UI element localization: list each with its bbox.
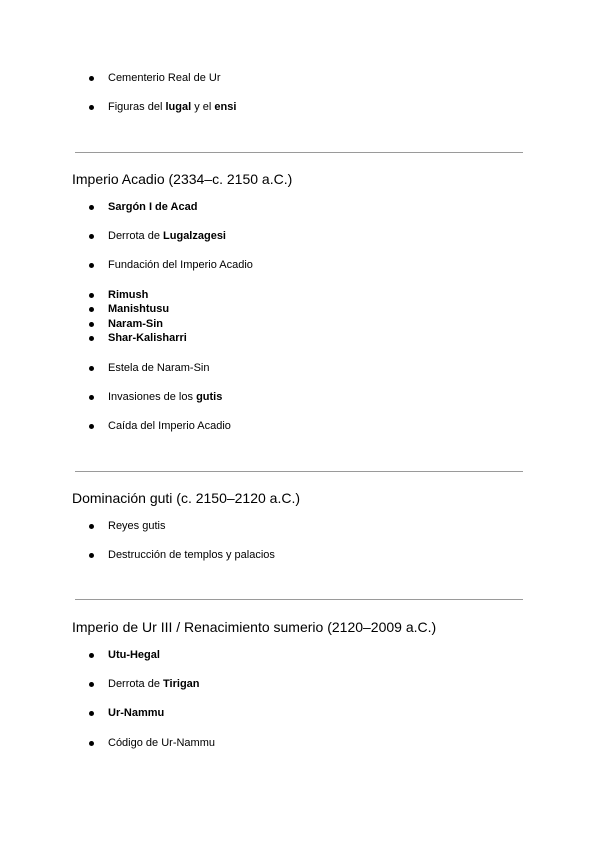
bold-text: lugal [165, 101, 192, 113]
bullet-icon [89, 105, 94, 110]
section-heading-guti: Dominación guti (c. 2150–2120 a.C.) [72, 490, 301, 506]
bullet-icon [89, 205, 94, 210]
bold-text: ensi [214, 101, 237, 113]
list-item-text [108, 317, 163, 331]
bullet-icon [89, 524, 94, 529]
plain-text: Cementerio Real de Ur [108, 72, 221, 84]
horizontal-rule [75, 471, 523, 472]
bullet-icon [89, 553, 94, 558]
bullet-icon [89, 366, 94, 371]
list-item-text [108, 519, 165, 533]
list-item-text [108, 677, 200, 691]
horizontal-rule [75, 152, 523, 153]
plain-text: y el [191, 101, 215, 113]
bold-text: Shar-Kalisharri [108, 332, 187, 344]
bullet-icon [89, 293, 94, 298]
list-item-text [108, 361, 210, 375]
plain-text: Estela de Naram-Sin [108, 362, 210, 374]
list-item-text [108, 258, 253, 272]
list-item-text [108, 648, 160, 662]
list-item-text [108, 200, 197, 214]
plain-text: Invasiones de los [108, 391, 197, 403]
bold-text: Sargón I de Acad [108, 201, 198, 213]
plain-text: Código de Ur-Nammu [108, 737, 215, 749]
list-item-text [108, 390, 222, 404]
bullet-icon [89, 336, 94, 341]
bold-text: gutis [196, 391, 223, 403]
list-item-text [108, 736, 215, 750]
bullet-icon [89, 307, 94, 312]
bullet-icon [89, 263, 94, 268]
bold-text: Naram-Sin [108, 318, 164, 330]
list-item-text [108, 71, 221, 85]
list-item-text [108, 706, 164, 720]
list-item-text [108, 100, 236, 114]
plain-text: Destrucción de templos y palacios [108, 549, 275, 561]
bold-text: Tirigan [163, 678, 200, 690]
bullet-icon [89, 76, 94, 81]
bold-text: Lugalzagesi [163, 230, 226, 242]
bold-text: Rimush [108, 289, 149, 301]
bullet-icon [89, 424, 94, 429]
list-item-text [108, 302, 169, 316]
bullet-icon [89, 682, 94, 687]
bold-text: Ur-Nammu [108, 707, 165, 719]
section-heading-ur3: Imperio de Ur III / Renacimiento sumerio (2120–2009 a.C.) [72, 619, 437, 635]
plain-text: Reyes gutis [108, 520, 166, 532]
list-item-text [108, 548, 275, 562]
bullet-icon [89, 653, 94, 658]
plain-text: Derrota de [108, 230, 164, 242]
section-heading-akkad: Imperio Acadio (2334–c. 2150 a.C.) [72, 171, 293, 187]
bullet-icon [89, 395, 94, 400]
list-item-text [108, 331, 187, 345]
plain-text: Derrota de [108, 678, 164, 690]
bullet-icon [89, 322, 94, 327]
bold-text: Manishtusu [108, 303, 170, 315]
list-item-text [108, 419, 231, 433]
plain-text: Caída del Imperio Acadio [108, 420, 231, 432]
plain-text: Fundación del Imperio Acadio [108, 259, 253, 271]
bullet-icon [89, 741, 94, 746]
list-item-text [108, 229, 226, 243]
horizontal-rule [75, 599, 523, 600]
list-item-text [108, 288, 148, 302]
plain-text: Figuras del [108, 101, 166, 113]
bold-text: Utu-Hegal [108, 649, 160, 661]
bullet-icon [89, 711, 94, 716]
bullet-icon [89, 234, 94, 239]
